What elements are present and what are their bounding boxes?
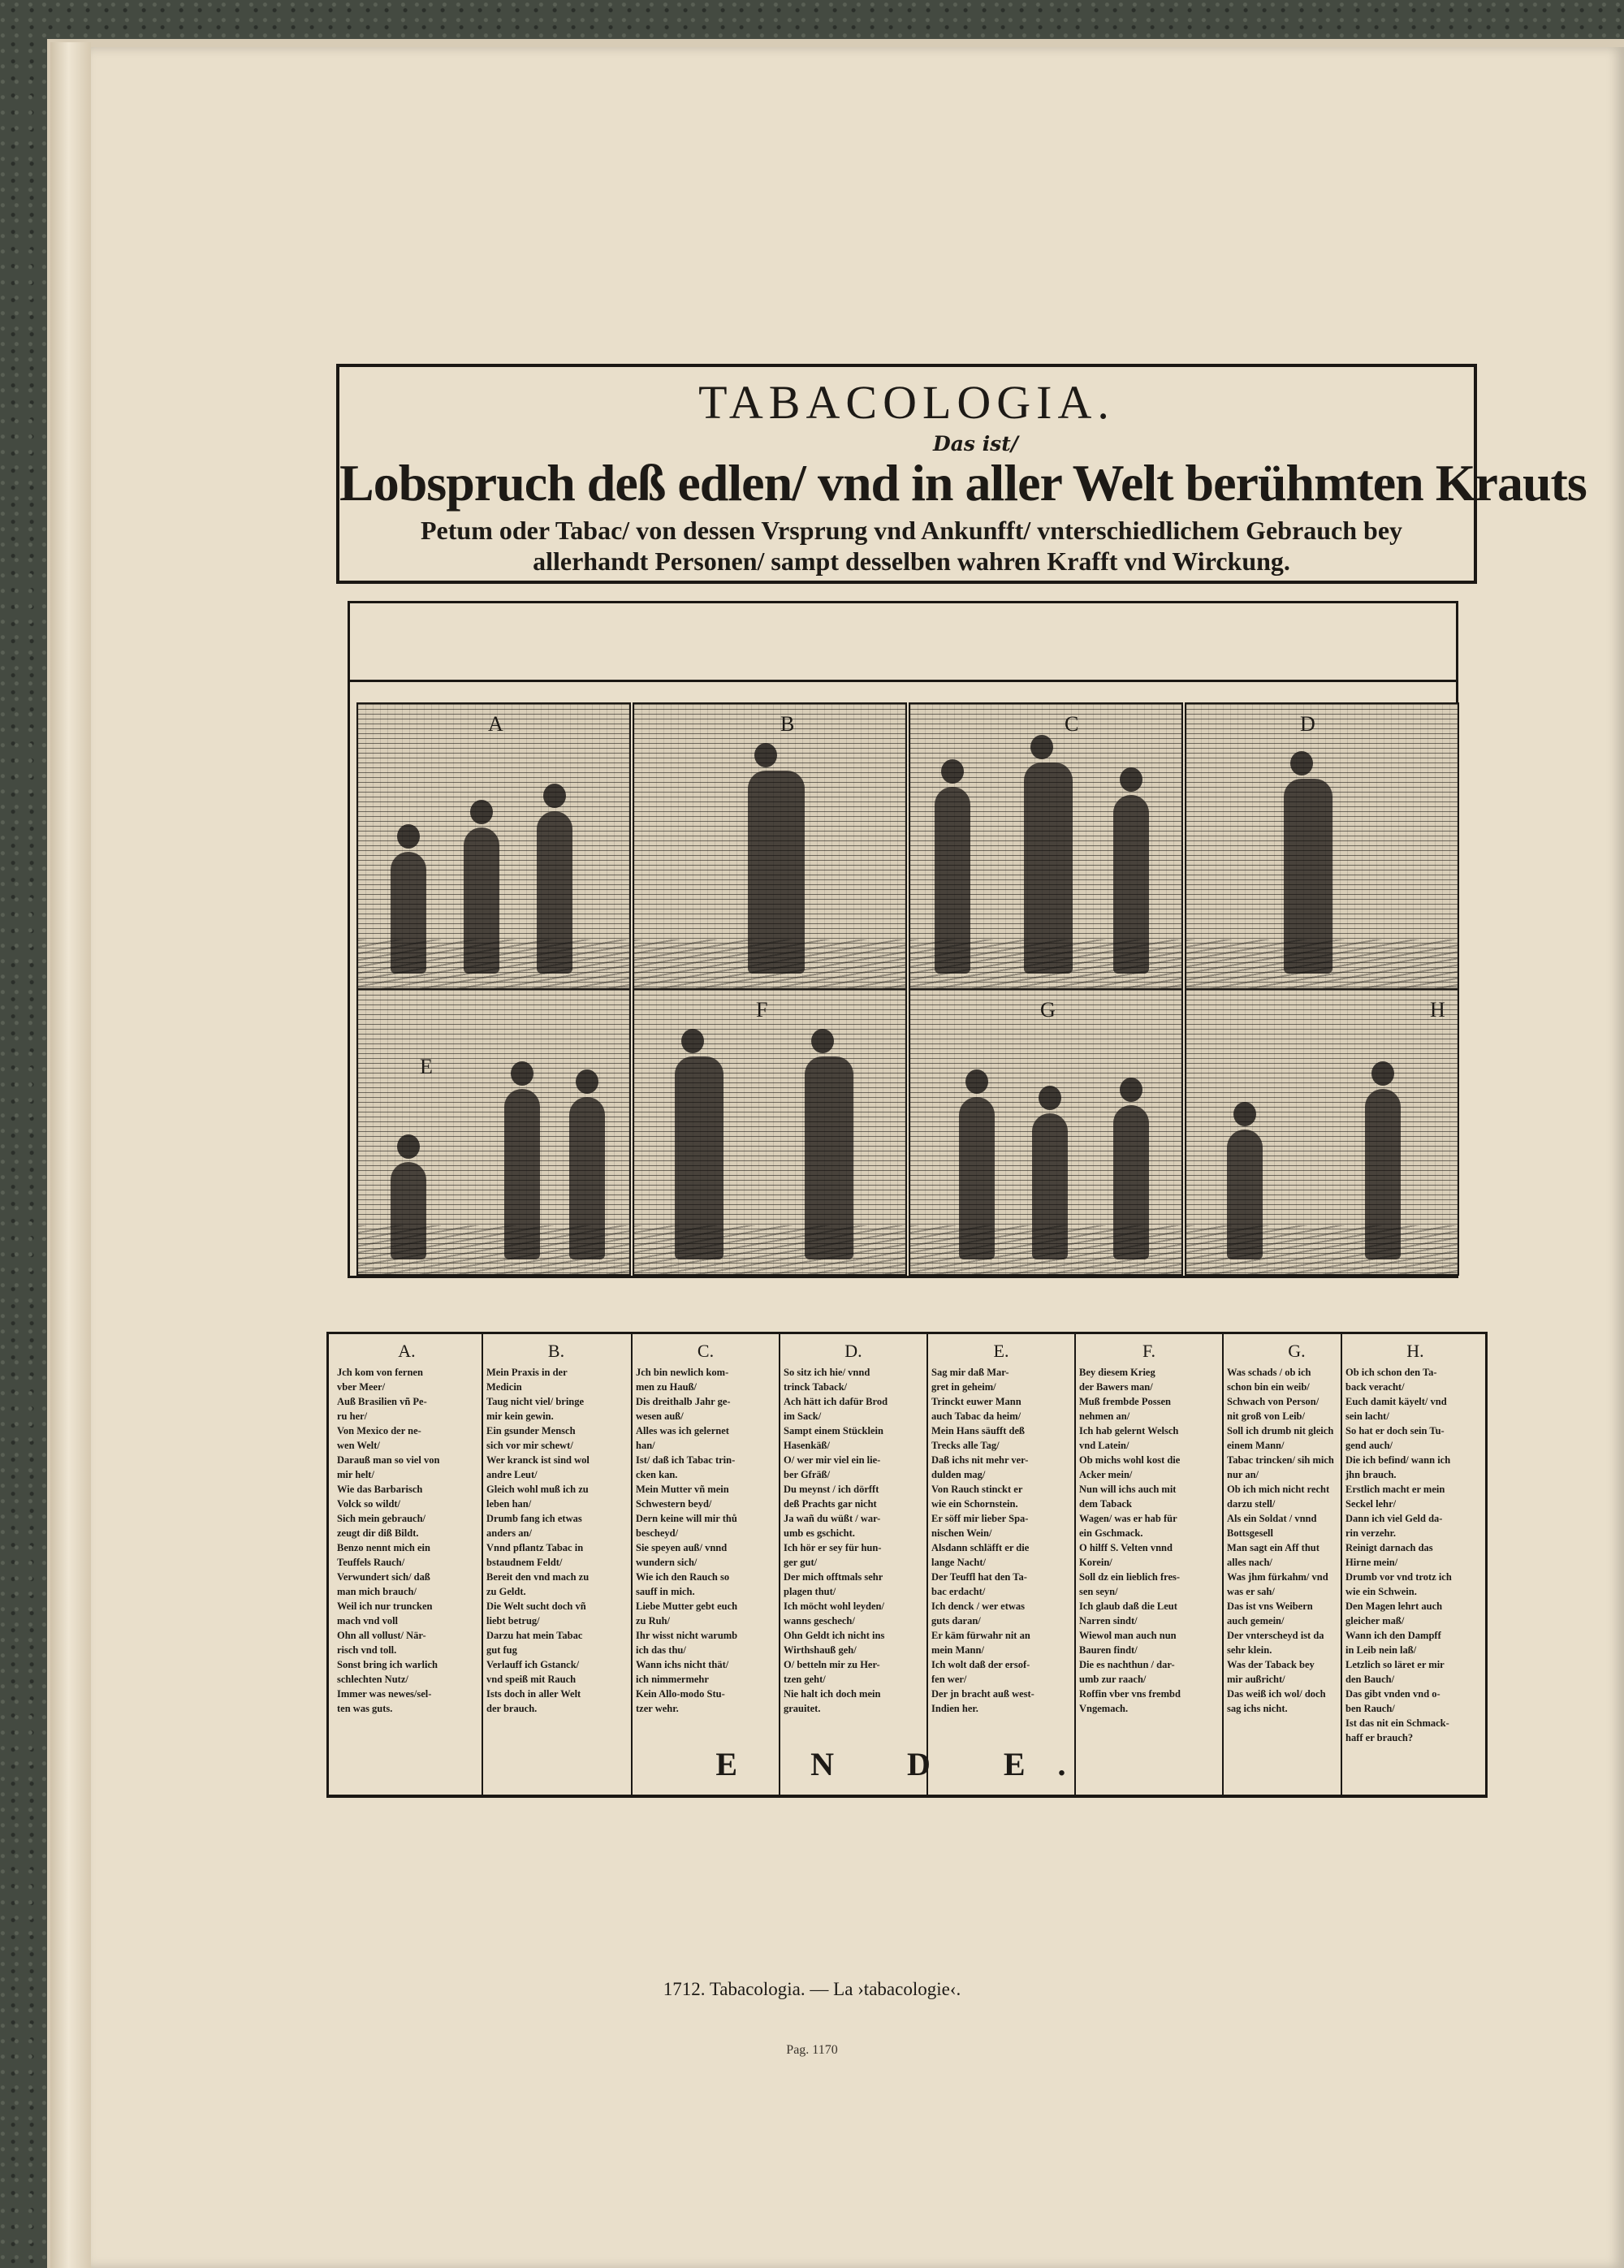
- verse-columns: [326, 1332, 1488, 1798]
- figure: [504, 1089, 540, 1259]
- figure: [805, 1056, 853, 1259]
- column-text: Mein Praxis in der Medicin Taug nicht viel/ bringe mir kein gewin. Ein gsunder Mensch sich vor mir schewt/ Wer kranck ist sind wol andre Leut/ Gleich wohl muß ich zu leben han/ Drumb fang ich etwas anders an/ Vnnd pflantz Tabac in bstaudnem Feldt/ Bereit den vnd mach zu zu Geldt. Die Welt sucht doch vñ liebt betrug/ Darzu hat mein Tabac gut fug Verlauff ich Gstanck/ vnd speiß mit Rauch Ists doch in aller Welt der brauch.: [486, 1367, 590, 1714]
- column-divider: [482, 1334, 483, 1795]
- panel-e: [356, 988, 631, 1276]
- column-text: Sag mir daß Mar- gret in geheim/ Trinckt euwer Mann auch Tabac da heim/ Mein Hans säufft deß Trecks alle Tag/ Daß ichs nit mehr ver- dulden mag/ Von Rauch stinckt er wie ein Schornstein. Er söff mir lieber Spa- nischen Wein/ Alsdann schläfft er die lange Nacht/ Der Teuffl hat den Ta- bac erdacht/ Ich denck / wer etwas guts daran/ Er käm fürwahr nit an mein Mann/ Ich wolt daß der ersof- fen wer/ Der jn bracht auß west- Indien her.: [931, 1367, 1034, 1714]
- figure-caption: 1712. Tabacologia. — La ›tabacologie‹.: [663, 1979, 961, 1999]
- page-number: Pag. 1170: [786, 2043, 838, 2057]
- panel-letter: D: [1300, 712, 1315, 736]
- verse-column-c: [636, 1341, 775, 1716]
- panel-letter: F: [756, 998, 768, 1022]
- column-text: Jch bin newlich kom- men zu Hauß/ Dis dreithalb Jahr ge- wesen auß/ Alles was ich gelernet han/ Ist/ daß ich Tabac trin- cken kan. Mein Mutter vñ mein Schwestern beyd/ Dern keine will mir thů bescheyd/ Sie speyen auß/ vnnd wundern sich/ Wie ich den Rauch so sauff in mich. Liebe Mutter gebt euch zu Ruh/ Ihr wisst nicht warumb ich das thu/ Wann ichs nicht thät/ ich nimmermehr Kein Allo-modo Stu- tzer wehr.: [636, 1367, 738, 1714]
- description: Petum oder Tabac/ von dessen Vrsprung vnd Ankunfft/ vnterschiedlichem Gebrauch bey allerhandt Personen/ sampt desselben wahren Krafft vnd Wirckung.: [420, 516, 1403, 576]
- column-divider: [631, 1334, 633, 1795]
- figure: [1227, 1130, 1263, 1259]
- verse-column-a: [337, 1341, 477, 1716]
- column-divider: [779, 1334, 780, 1795]
- figure: [391, 852, 426, 974]
- panel-h: [1185, 988, 1459, 1276]
- column-label: G.: [1288, 1341, 1306, 1361]
- figure: [959, 1097, 995, 1259]
- woodcut-plate: [348, 601, 1458, 1278]
- column-text: So sitz ich hie/ vnnd trinck Taback/ Ach hätt ich dafür Brod im Sack/ Sampt einem Stücklein Hasenkäß/ O/ wer mir viel ein lie- ber Gfräß/ Du meynst / ich dörfft deß Prachts gar nicht Ja wañ du wüßt / war- umb es gschicht. Ich hör er sey für hun- ger gut/ Der mich offtmals sehr plagen thut/ Ich möcht wohl leyden/ wanns geschech/ Ohn Geldt ich nicht ins Wirthshauß geh/ O/ betteln mir zu Her- tzen geht/ Nie halt ich doch mein grauitet.: [784, 1367, 888, 1714]
- verse-column-e: [931, 1341, 1071, 1716]
- figure: [537, 811, 572, 974]
- column-label: C.: [697, 1341, 715, 1361]
- figure: [464, 827, 499, 974]
- column-divider: [1222, 1334, 1224, 1795]
- column-label: H.: [1406, 1341, 1424, 1361]
- column-label: D.: [844, 1341, 862, 1361]
- column-label: E.: [993, 1341, 1009, 1361]
- panel-c: [909, 702, 1183, 990]
- figure: [748, 771, 805, 974]
- panel-b: [633, 702, 907, 990]
- panel-letter: B: [780, 712, 795, 736]
- figure: [569, 1097, 605, 1259]
- verse-column-h: [1345, 1341, 1485, 1745]
- column-text: Ob ich schon den Ta- back veracht/ Euch damit käyelt/ vnd sein lacht/ So hat er doch sein Tu- gend auch/ Die ich befind/ wann ich jhn brauch. Erstlich macht er mein Seckel lehr/ Dann ich viel Geld da- rin verzehr. Reinigt darnach das Hirne mein/ Drumb vor vnd trotz ich wie ein Schwein. Den Magen lehrt auch gleicher maß/ Wann ich den Dampff in Leib nein laß/ Letzlich so läret er mir den Bauch/ Das gibt vnden vnd o- ben Rauch/ Ist das nit ein Schmack- haff er brauch?: [1345, 1367, 1452, 1743]
- panel-letter: E: [420, 1055, 433, 1078]
- column-text: Jch kom von fernen vber Meer/ Auß Brasilien vñ Pe- ru her/ Von Mexico der ne- wen Welt/ Darauß man so viel von mir helt/ Wie das Barbarisch Volck so wildt/ Sich mein gebrauch/ zeugt dir diß Bildt. Benzo nennt mich ein Teuffels Rauch/ Verwundert sich/ daß man mich brauch/ Weil ich nur truncken mach vnd voll Ohn all vollust/ När- risch vnd toll. Sonst bring ich warlich schlechten Nutz/ Immer was newes/sel- ten was guts.: [337, 1367, 440, 1714]
- figure: [1113, 1105, 1149, 1259]
- figure: [1024, 762, 1073, 974]
- column-divider: [1074, 1334, 1076, 1795]
- panel-letter: H: [1430, 998, 1445, 1022]
- verse-column-f: [1079, 1341, 1219, 1716]
- page-gutter: [50, 42, 91, 2268]
- column-divider: [926, 1334, 928, 1795]
- column-divider: [1341, 1334, 1342, 1795]
- column-label: B.: [547, 1341, 565, 1361]
- main-title: TABACOLOGIA.: [698, 376, 1115, 429]
- column-text: Was schads / ob ich schon bin ein weib/ Schwach von Person/ nit groß von Leib/ Soll ich drumb nit gleich einem Mann/ Tabac trincken/ sih mich nur an/ Ob ich mich nicht recht darzu stell/ Als ein Soldat / vnnd Bottsgesell Man sagt ein Aff thut alles nach/ Was jhm fürkahm/ vnd was er sah/ Das ist vns Weibern auch gemein/ Der vnterscheyd ist da sehr klein. Was der Taback bey mir außricht/ Das weiß ich wol/ doch sag ichs nicht.: [1227, 1367, 1334, 1714]
- column-label: F.: [1142, 1341, 1155, 1361]
- panel-letter: G: [1040, 998, 1056, 1022]
- verse-column-b: [486, 1341, 626, 1716]
- figure: [391, 1162, 426, 1259]
- figure: [935, 787, 970, 974]
- panel-d: [1185, 702, 1459, 990]
- title-box: [336, 364, 1587, 584]
- figure: [1365, 1089, 1401, 1259]
- panel-a: [356, 702, 631, 990]
- das-ist-line: Das ist/: [933, 432, 1018, 456]
- subtitle: Lobspruch deß edlen/ vnd in aller Welt berühmten Krauts: [339, 454, 1587, 512]
- column-text: Bey diesem Krieg der Bawers man/ Muß frembde Possen nehmen an/ Ich hab gelernt Welsch vnd Latein/ Ob michs wohl kost die Acker mein/ Nun will ichs auch mit dem Taback Wagen/ was er hab für ein Gschmack. O hilff S. Velten vnnd Korein/ Soll dz ein lieblich fres- sen seyn/ Ich glaub daß die Leut Narren sindt/ Wiewol man auch nun Bauren findt/ Die es nachthun / dar- umb zur raach/ Roffin vber vns frembd Vngemach.: [1079, 1367, 1181, 1714]
- panel-letter: A: [488, 712, 503, 736]
- verse-column-d: [784, 1341, 923, 1716]
- panel-letter: C: [1065, 712, 1079, 736]
- panel-g: [909, 988, 1183, 1276]
- ende-line: E N D E.: [715, 1746, 1099, 1782]
- panel-f: [633, 988, 907, 1276]
- figure: [675, 1056, 723, 1259]
- column-label: A.: [398, 1341, 416, 1361]
- figure: [1284, 779, 1332, 974]
- figure: [1113, 795, 1149, 974]
- plate-header-band: [350, 603, 1456, 682]
- figure: [1032, 1113, 1068, 1259]
